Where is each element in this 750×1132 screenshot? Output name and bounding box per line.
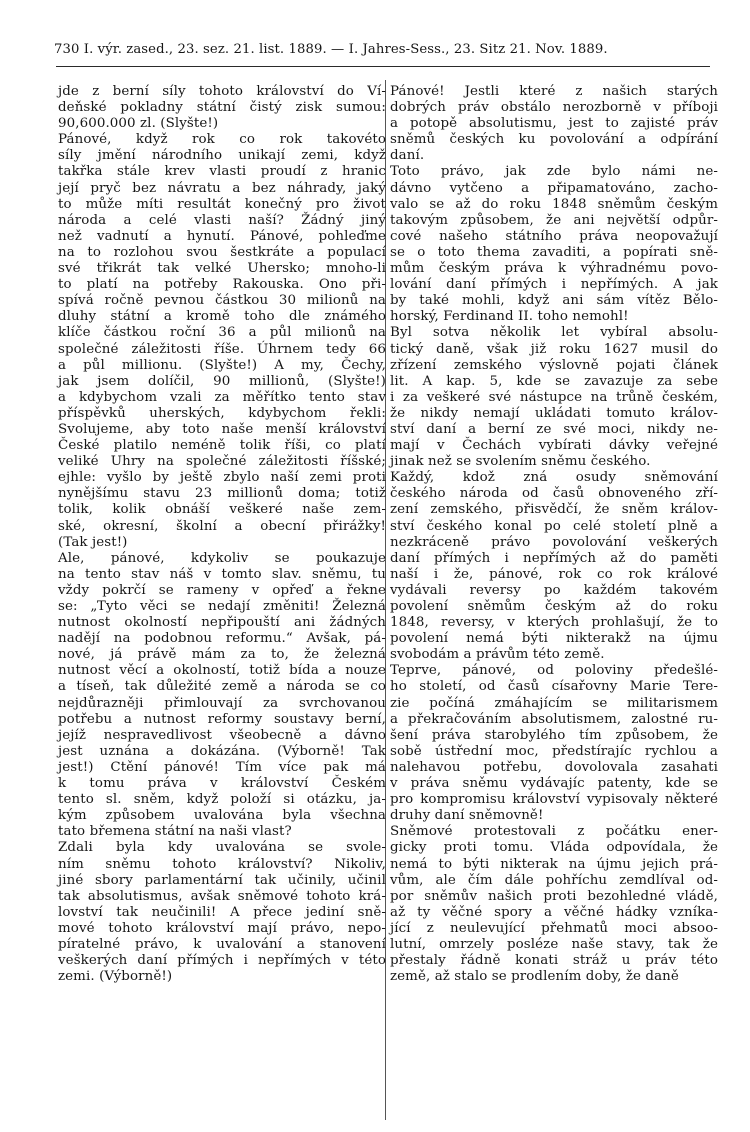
text-line: Zdali byla kdy uvalována se svole-: [58, 840, 386, 856]
text-line: 90,600.000 zl. (Slyšte!): [58, 116, 219, 132]
text-line: i za veškeré své nástupce na trůně českém,: [390, 389, 718, 405]
text-line: dluhy státní a kromě toho dle známého: [58, 309, 386, 325]
text-line: druhy daní sněmovně!: [390, 808, 544, 824]
page-header: 730 I. výr. zased., 23. sez. 21. list. 1889. — I. Jahres-Sess., 23. Sitz 21. Nov. 1889.: [54, 42, 608, 57]
text-line: takovým způsobem, že ani největší odpůr-: [390, 212, 718, 228]
text-line: zie počíná zmáhajícím se militarismem: [390, 695, 718, 711]
text-line: povolení sněmům českým až do roku: [390, 599, 718, 614]
text-line: jde z berní síly tohoto království do Ví-: [58, 84, 386, 99]
text-line: sobě ústřední moc, předstírajíc rychlou a: [390, 743, 718, 759]
text-line: potřebu a nutnost reformy soustavy berní,: [58, 711, 386, 727]
text-line: vydávali reversy po každém takovém: [390, 582, 718, 598]
text-line: naší i že, pánové, rok co rok králové: [390, 566, 718, 582]
text-line: a tíseň, tak důležité země a národa se co: [58, 679, 386, 695]
text-line: přestaly řádně konati stráž u práv této: [390, 953, 718, 969]
text-line: Svolujeme, aby toto naše menší království: [58, 421, 386, 437]
text-line: kým způsobem uvalována byla všechna: [58, 808, 386, 824]
text-line: (Tak jest!): [58, 534, 128, 550]
text-line: spívá ročně pevnou částkou 30 milionů na: [58, 293, 386, 309]
text-line: na to rozlohou svou šestkráte a populací: [58, 244, 386, 260]
text-line: jejíž nespravedlivost všeobecně a dávno: [58, 727, 386, 743]
text-line: daní.: [390, 148, 425, 164]
text-line: a překračováním absolutismem, zalostné ru-: [390, 711, 718, 727]
text-line: horský, Ferdinand II. toho nemohl!: [390, 309, 629, 325]
text-line: nynějšímu stavu 23 millionů doma; totiž: [58, 486, 386, 502]
text-line: mají v Čechách vybírati dávky veřejné: [390, 438, 718, 454]
text-line: její pryč bez návratu a bez náhrady, jaký: [58, 180, 386, 196]
text-line: Toto právo, jak zde bylo námi ne-: [390, 164, 718, 180]
text-line: ejhle: vyšlo by ještě zbylo naší zemi proti: [58, 470, 386, 486]
text-line: a kdybychom vzali za měřítko tento stav: [58, 389, 386, 405]
text-line: nové, já právě mám za to, že železná: [58, 647, 386, 663]
text-line: jící z neulevující přehmatů moci absoo-: [390, 920, 718, 936]
text-line: dávno vytčeno a připamatováno, zacho-: [390, 180, 718, 196]
text-line: veliké Uhry na společné záležitosti říšské;: [58, 454, 386, 470]
text-line: až ty věčné spory a věčné hádky vzníka-: [390, 904, 718, 920]
text-line: České platilo neméně tolik říši, co platí: [58, 438, 386, 454]
text-line: nalehavou potřebu, dovolovala zasahati: [390, 759, 718, 775]
text-line: zemi. (Výborně!): [58, 969, 173, 985]
text-line: sněmů českých ku povolování a odpírání: [390, 132, 718, 148]
text-line: příspěvků uherských, kdybychom řekli:: [58, 405, 386, 421]
text-line: jest uznána a dokázána. (Výborně! Tak: [58, 743, 386, 759]
text-line: by také mohli, když ani sám vítěz Bělo-: [390, 293, 718, 309]
right-column: [390, 84, 718, 985]
text-line: dobrých práv obstálo nerozborně v příboji: [390, 100, 718, 116]
text-line: vždy pokrčí se rameny v opřeď a řekne: [58, 582, 386, 598]
text-line: lutní, omrzely posléze naše stavy, tak že: [390, 936, 718, 952]
text-line: se: „Tyto věci se nedají změniti! Železná: [58, 599, 386, 614]
text-line: nutnost okolností nepřipouští ani žádných: [58, 615, 386, 631]
text-line: por sněmův našich proti bezohledné vládě,: [390, 888, 718, 904]
text-line: zřízení zemského výslovně pojati článek: [390, 357, 718, 373]
text-line: takřka stále krev vlasti proudí z hranic: [58, 164, 386, 180]
text-line: českého národa od časů obnoveného zří-: [390, 486, 718, 502]
text-line: nemá to býti nikterak na újmu jejich prá-: [390, 856, 718, 872]
text-line: gicky proti tomu. Vláda odpovídala, že: [390, 840, 718, 856]
text-line: než vadnutí a hynutí. Pánové, pohleďme: [58, 228, 386, 244]
text-line: k tomu práva v království Českém: [58, 776, 386, 792]
text-line: to může míti resultát konečný pro život: [58, 196, 386, 212]
text-line: to platí na potřeby Rakouska. Ono při-: [58, 277, 386, 293]
text-line: deňské pokladny státní čistý zisk sumou:: [58, 100, 386, 116]
text-line: daní přímých i nepřímých až do paměti: [390, 550, 718, 566]
text-line: síly jmění národního unikají zemi, když: [58, 148, 386, 164]
text-line: jest!) Ctění pánové! Tím více pak má: [58, 759, 386, 775]
text-line: země, až stalo se prodlením doby, že daně: [390, 969, 679, 985]
text-line: ské, okresní, školní a obecní přirážky!: [58, 518, 386, 534]
text-line: ním sněmu tohoto království? Nikoliv,: [58, 856, 386, 872]
text-line: lovství tak neučinili! A přece jediní sně-: [58, 904, 386, 920]
text-line: že nikdy nemají ukládati tomuto králov-: [390, 405, 718, 421]
text-line: tak absolutismus, avšak sněmové tohoto krá-: [58, 888, 386, 904]
text-line: tato břemena státní na naši vlast?: [58, 824, 292, 840]
text-line: lit. A kap. 5, kde se zavazuje za sebe: [390, 373, 718, 389]
text-line: jiné sbory parlamentární tak učinily, učinil: [58, 872, 386, 888]
text-line: tento sl. sněm, když položí si otázku, ja-: [58, 792, 386, 808]
text-line: valo se až do roku 1848 sněmům českým: [390, 196, 718, 212]
text-line: 1848, reversy, v kterých prohlašují, že to: [390, 615, 718, 631]
text-line: pro kompromisu království vypisovaly některé: [390, 792, 718, 808]
text-line: tický daně, však již roku 1627 musil do: [390, 341, 718, 357]
text-line: a potopě absolutismu, jest to zajisté práv: [390, 116, 718, 132]
text-line: ho století, od časů císařovny Marie Tere-: [390, 679, 718, 695]
text-line: nezkráceně právo povolování veškerých: [390, 534, 718, 550]
text-line: ství českého konal po celé století plně a: [390, 518, 718, 534]
text-line: Každý, kdož zná osudy sněmování: [390, 470, 718, 486]
text-line: Teprve, pánové, od poloviny předešlé-: [390, 663, 718, 679]
text-line: lování daní přímých i nepřímých. A jak: [390, 277, 718, 293]
text-line: ství daní a berní ze své moci, nikdy ne-: [390, 421, 718, 437]
text-line: povolení nemá býti nikterakž na újmu: [390, 631, 718, 647]
text-line: vům, ale čím dále pohříchu zemdlíval od-: [390, 872, 718, 888]
text-line: nejdůrazněji přimlouvají za svrchovanou: [58, 695, 386, 711]
left-column: [58, 84, 386, 985]
text-line: mům českým práva k výhradnému povo-: [390, 261, 718, 277]
text-line: se o toto thema zavaditi, a popírati sně-: [390, 244, 718, 260]
text-line: Pánové, když rok co rok takovéto: [58, 132, 386, 148]
text-line: Byl sotva několik let vybíral absolu-: [390, 325, 718, 341]
text-line: nadějí na podobnou reformu.“ Avšak, pá-: [58, 631, 386, 647]
text-line: píratelné právo, k uvalování a stanovení: [58, 936, 386, 952]
text-line: zení zemského, přisvědčí, že sněm králov-: [390, 502, 718, 518]
text-line: své třikrát tak velké Uhersko; mnoho-li: [58, 261, 386, 277]
text-line: svobodám a právům této země.: [390, 647, 605, 663]
header-rule: [56, 66, 710, 67]
text-line: jinak než se svolením sněmu českého.: [390, 454, 651, 470]
text-line: Sněmové protestovali z počátku ener-: [390, 824, 718, 840]
text-line: v práva sněmu vydávajíc patenty, kde se: [390, 776, 718, 792]
text-line: klíče částkou roční 36 a půl milionů na: [58, 325, 386, 341]
text-line: na tento stav náš v tomto slav. sněmu, tu: [58, 566, 386, 582]
text-line: nutnost věcí a okolností, totiž bída a nouze: [58, 663, 386, 679]
text-line: tolik, kolik obnáší veškeré naše zem-: [58, 502, 386, 518]
text-line: cové našeho státního práva neopovažují: [390, 228, 718, 244]
text-line: šení práva starobylého tím způsobem, že: [390, 727, 718, 743]
text-line: Ale, pánové, kdykoliv se poukazuje: [58, 550, 386, 566]
text-line: jak jsem dolíčil, 90 millionů, (Slyšte!): [58, 373, 386, 389]
text-line: Pánové! Jestli které z našich starých: [390, 84, 718, 99]
text-line: veškerých daní přímých i nepřímých v této: [58, 953, 386, 969]
text-line: národa a celé vlasti naší? Žádný jiný: [58, 212, 386, 228]
text-line: a půl millionu. (Slyšte!) A my, Čechy,: [58, 357, 386, 373]
text-line: mové tohoto království mají právo, nepo-: [58, 920, 386, 936]
text-line: společné záležitosti říše. Úhrnem tedy 66: [58, 341, 386, 357]
